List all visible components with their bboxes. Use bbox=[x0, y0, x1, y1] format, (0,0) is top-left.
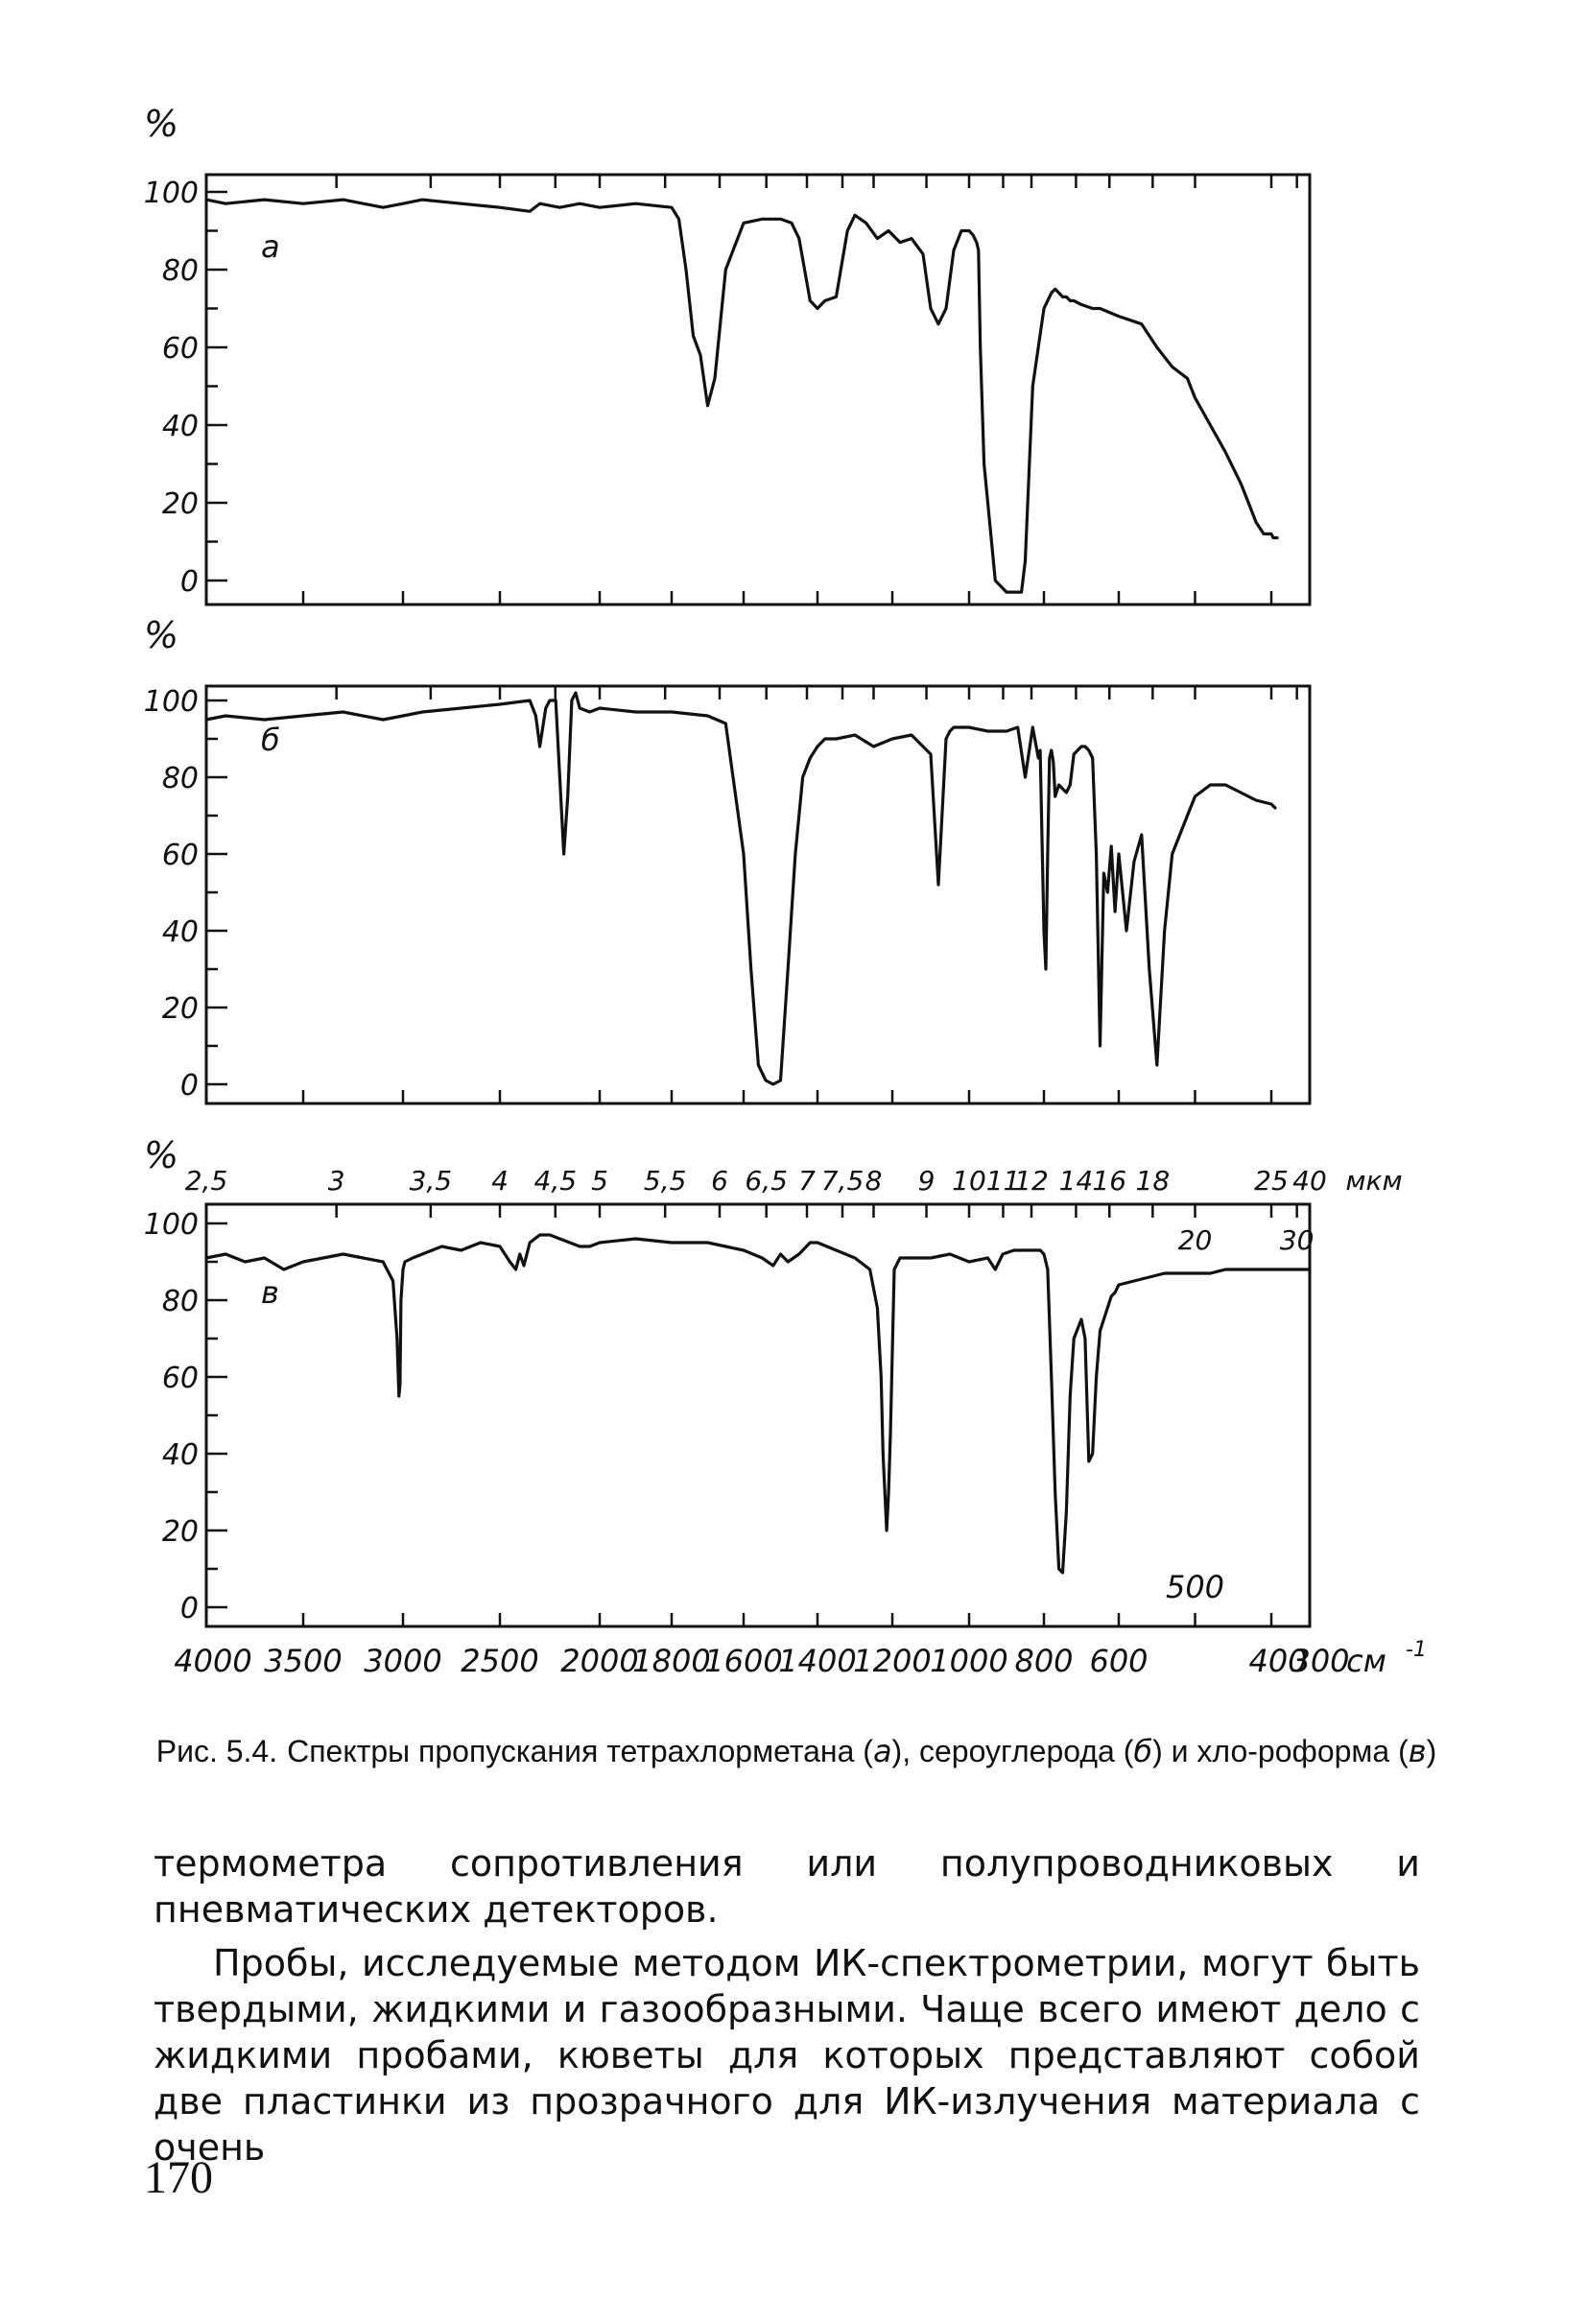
panel-a-ytick-label: 0 bbox=[179, 565, 199, 599]
bottom-wavenumber-tick-label: 3500 bbox=[264, 1643, 343, 1679]
bottom-wavenumber-tick-label: 300 bbox=[1291, 1643, 1350, 1679]
top-micron-tick-label: 40 bbox=[1292, 1165, 1327, 1197]
bottom-wavenumber-tick-label: 1200 bbox=[853, 1643, 932, 1679]
panel-v-ytick-label: 60 bbox=[161, 1362, 199, 1395]
panel-v-ytick-label: 0 bbox=[179, 1592, 199, 1625]
bottom-wavenumber-tick-label: 600 bbox=[1089, 1643, 1149, 1679]
top-micron-tick-label: 9 bbox=[917, 1165, 936, 1197]
bottom-wavenumber-tick-label: 1600 bbox=[704, 1643, 783, 1679]
bottom-wavenumber-tick-label: 1400 bbox=[778, 1643, 857, 1679]
bottom-wavenumber-tick-label: 3000 bbox=[364, 1643, 442, 1679]
top-micron-tick-label-row2: 20 bbox=[1177, 1224, 1213, 1256]
panel-a-ytick-label: 40 bbox=[161, 410, 199, 443]
panel-v-ytick-label: 20 bbox=[161, 1515, 199, 1549]
panel-v-label: в bbox=[261, 1274, 279, 1311]
top-micron-tick-label: 7,5 bbox=[820, 1165, 865, 1197]
wavenumber-500-label: 500 bbox=[1165, 1569, 1225, 1605]
panel-a-ytick-label: 20 bbox=[161, 487, 199, 521]
bottom-wavenumber-tick-label: 2000 bbox=[560, 1643, 639, 1679]
top-axis-unit: мкм bbox=[1345, 1165, 1403, 1197]
top-micron-tick-label: 6,5 bbox=[745, 1165, 788, 1197]
top-micron-tick-label: 14 bbox=[1058, 1165, 1094, 1197]
bottom-wavenumber-tick-label: 1800 bbox=[632, 1643, 711, 1679]
panel-b-ytick-label: 40 bbox=[161, 915, 199, 949]
top-micron-tick-label: 3 bbox=[327, 1165, 345, 1197]
top-micron-tick-label: 16 bbox=[1092, 1165, 1127, 1197]
paragraph-1: термометра сопротивления или полупроводниковых и пневматических детекторов. bbox=[154, 1842, 1420, 1931]
panel-a-ytick-label: 80 bbox=[161, 254, 199, 288]
panel-v-y-unit: % bbox=[144, 1134, 179, 1176]
top-micron-tick-label: 2,5 bbox=[184, 1165, 228, 1197]
panel-a-y-unit: % bbox=[144, 103, 179, 145]
top-micron-tick-label: 18 bbox=[1135, 1165, 1171, 1197]
caption-letter-b: б bbox=[1133, 1733, 1153, 1769]
panel-b-ytick-label: 60 bbox=[161, 839, 199, 872]
panel-a-spectrum-line bbox=[206, 200, 1277, 592]
panel-b-ytick-label: 0 bbox=[179, 1069, 199, 1103]
panel-a-ytick-label: 60 bbox=[161, 332, 199, 366]
panel-b-ytick-label: 20 bbox=[161, 992, 199, 1026]
top-micron-tick-label: 4 bbox=[491, 1165, 509, 1197]
bottom-wavenumber-tick-label: 2500 bbox=[461, 1643, 539, 1679]
top-micron-tick-label-row2: 30 bbox=[1279, 1224, 1315, 1256]
top-micron-tick-label: 8 bbox=[865, 1165, 883, 1197]
panel-v-ytick-label: 80 bbox=[161, 1285, 199, 1318]
caption-text-2: ), сероуглерода ( bbox=[891, 1734, 1134, 1768]
top-micron-tick-label: 3,5 bbox=[409, 1165, 453, 1197]
panel-b-label: б bbox=[261, 722, 280, 758]
panel-a-label: а bbox=[261, 228, 280, 265]
panel-v-spectrum-line bbox=[206, 1235, 1310, 1573]
bottom-axis-unit-superscript: -1 bbox=[1406, 1638, 1427, 1662]
panel-b-ytick-label: 80 bbox=[161, 762, 199, 795]
panel-b-spectrum-line bbox=[206, 693, 1275, 1084]
bottom-wavenumber-tick-label: 1000 bbox=[930, 1643, 1008, 1679]
panel-v-ytick-label: 40 bbox=[161, 1438, 199, 1472]
top-micron-tick-label: 5,5 bbox=[643, 1165, 687, 1197]
top-micron-tick-label: 11 bbox=[985, 1165, 1021, 1197]
top-micron-tick-label: 12 bbox=[1014, 1165, 1049, 1197]
bottom-axis-unit: см bbox=[1346, 1643, 1386, 1679]
panel-a-frame bbox=[206, 175, 1310, 605]
caption-text-3: ) и хло-роформа ( bbox=[1152, 1734, 1409, 1768]
paragraph-2: Пробы, исследуемые методом ИК-спектрометрии, могут быть твердыми, жидкими и газообразными. Чаще всего имеют дело с жидкими пробами, кюветы для которых представляют собой две пластинки из прозрачного для ИК-излучения материала с очень bbox=[154, 1942, 1420, 2169]
top-micron-tick-label: 4,5 bbox=[533, 1165, 578, 1197]
panel-b-ytick-label: 100 bbox=[143, 685, 199, 719]
panel-a-ytick-label: 100 bbox=[143, 177, 199, 210]
bottom-wavenumber-tick-label: 800 bbox=[1014, 1643, 1074, 1679]
panel-v-frame bbox=[206, 1204, 1310, 1626]
panel-b-y-unit: % bbox=[144, 614, 179, 656]
bottom-wavenumber-tick-label: 4000 bbox=[174, 1643, 252, 1679]
panel-v-ytick-label: 100 bbox=[143, 1208, 199, 1242]
caption-number: Рис. 5.4. bbox=[155, 1734, 278, 1768]
page-number: 170 bbox=[144, 2152, 213, 2203]
top-micron-tick-label: 7 bbox=[798, 1165, 816, 1197]
caption-text-1: Спектры пропускания тетрахлорметана ( bbox=[287, 1734, 873, 1768]
figure-caption bbox=[154, 1732, 1439, 1770]
top-micron-tick-label: 6 bbox=[711, 1165, 728, 1197]
caption-letter-v: в bbox=[1408, 1733, 1427, 1769]
caption-text-4: ) bbox=[1426, 1734, 1437, 1768]
caption-letter-a: а bbox=[872, 1733, 892, 1769]
top-micron-tick-label: 10 bbox=[952, 1165, 986, 1197]
bottom-wavenumber-tick-label: 400 bbox=[1248, 1643, 1308, 1679]
top-micron-tick-label: 5 bbox=[591, 1165, 608, 1197]
top-micron-tick-label: 25 bbox=[1254, 1165, 1289, 1197]
